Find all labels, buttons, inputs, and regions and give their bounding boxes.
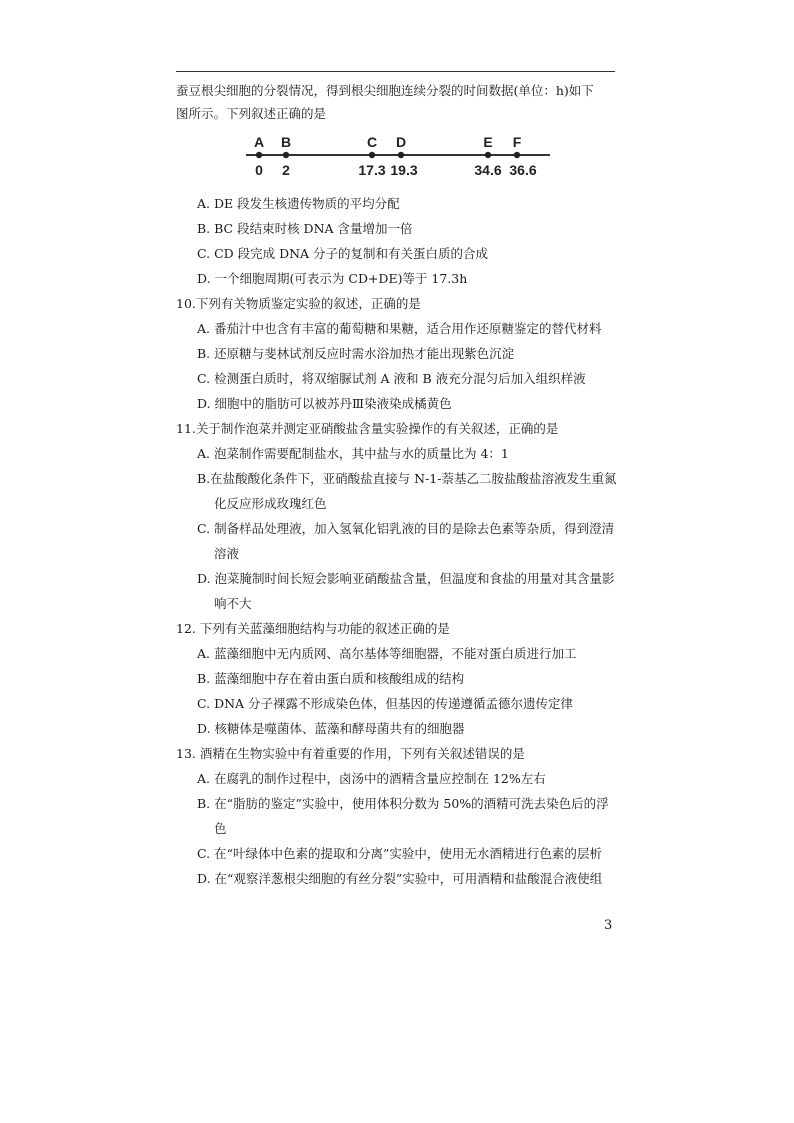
point-d-label: D — [395, 134, 407, 150]
q9-option-b: B. BC 段结束时核 DNA 含量增加一倍 — [197, 221, 413, 236]
q11-option-a: A. 泡菜制作需要配制盐水，其中盐与水的质量比为 4：1 — [197, 446, 509, 461]
q11-stem: 11.关于制作泡菜并测定亚硝酸盐含量实验操作的有关叙述，正确的是 — [176, 421, 559, 436]
q11-option-c-line1: C. 制备样品处理液，加入氢氧化铝乳液的目的是除去色素等杂质，得到澄清 — [197, 521, 615, 536]
point-c-value: 17.3 — [358, 162, 386, 178]
point-b-dot — [283, 152, 289, 158]
point-c-label: C — [366, 134, 378, 150]
page-number: 3 — [604, 918, 613, 933]
q10-stem: 10.下列有关物质鉴定实验的叙述，正确的是 — [176, 296, 421, 311]
q9-option-c: C. CD 段完成 DNA 分子的复制和有关蛋白质的合成 — [197, 246, 489, 261]
q9-option-a: A. DE 段发生核遗传物质的平均分配 — [197, 196, 400, 211]
q12-option-a: A. 蓝藻细胞中无内质网、高尔基体等细胞器，不能对蛋白质进行加工 — [197, 646, 577, 661]
point-e-dot — [485, 152, 491, 158]
q12-option-c: C. DNA 分子裸露不形成染色体，但基因的传递遵循孟德尔遗传定律 — [197, 696, 574, 711]
time-axis-diagram — [238, 132, 558, 182]
q11-option-d-line1: D. 泡菜腌制时间长短会影响亚硝酸盐含量，但温度和食盐的用量对其含量影 — [197, 571, 615, 586]
q12-stem: 12. 下列有关蓝藻细胞结构与功能的叙述正确的是 — [176, 621, 450, 636]
q11-option-c-line2: 溶液 — [214, 546, 240, 561]
point-b-label: B — [280, 134, 292, 150]
point-a-label: A — [253, 134, 265, 150]
q13-option-a: A. 在腐乳的制作过程中，卤汤中的酒精含量应控制在 12%左右 — [197, 771, 546, 786]
q9-option-d: D. 一个细胞周期(可表示为 CD+DE)等于 17.3h — [197, 271, 468, 286]
point-d-value: 19.3 — [390, 162, 418, 178]
point-d-dot — [398, 152, 404, 158]
header-rule — [176, 71, 615, 72]
q13-option-c: C. 在“叶绿体中色素的提取和分离”实验中，使用无水酒精进行色素的层析 — [197, 846, 602, 861]
q13-option-b-line2: 色 — [214, 821, 227, 836]
point-f-label: F — [512, 134, 522, 150]
q10-option-d: D. 细胞中的脂肪可以被苏丹Ⅲ染液染成橘黄色 — [197, 396, 452, 411]
q13-stem: 13. 酒精在生物实验中有着重要的作用，下列有关叙述错误的是 — [176, 746, 525, 761]
point-c-dot — [369, 152, 375, 158]
point-b-value: 2 — [282, 162, 290, 178]
point-f-value: 36.6 — [509, 162, 537, 178]
q13-option-d: D. 在“观察洋葱根尖细胞的有丝分裂”实验中，可用酒精和盐酸混合液使组 — [197, 871, 603, 886]
q10-option-b: B. 还原糖与斐林试剂反应时需水浴加热才能出现紫色沉淀 — [197, 346, 515, 361]
point-a-value: 0 — [255, 162, 263, 178]
q10-option-c: C. 检测蛋白质时，将双缩脲试剂 A 液和 B 液充分混匀后加入组织样液 — [197, 371, 586, 386]
intro-line-2: 图所示。下列叙述正确的是 — [176, 106, 327, 121]
point-f-dot — [514, 152, 520, 158]
point-e-value: 34.6 — [474, 162, 502, 178]
q12-option-b: B. 蓝藻细胞中存在着由蛋白质和核酸组成的结构 — [197, 671, 465, 686]
q13-option-b-line1: B. 在“脂肪的鉴定”实验中，使用体积分数为 50%的酒精可洗去染色后的浮 — [197, 796, 609, 811]
intro-line-1: 蚕豆根尖细胞的分裂情况，得到根尖细胞连续分裂的时间数据(单位：h)如下 — [176, 83, 594, 98]
q12-option-d: D. 核糖体是噬菌体、蓝藻和酵母菌共有的细胞器 — [197, 721, 465, 736]
q11-option-b-line1: B.在盐酸酸化条件下，亚硝酸盐直接与 N-1-萘基乙二胺盐酸盐溶液发生重氮 — [197, 471, 617, 486]
q10-option-a: A. 番茄汁中也含有丰富的葡萄糖和果糖，适合用作还原糖鉴定的替代材料 — [197, 321, 602, 336]
point-e-label: E — [483, 134, 493, 150]
q11-option-b-line2: 化反应形成玫瑰红色 — [214, 496, 327, 511]
point-a-dot — [256, 152, 262, 158]
q11-option-d-line2: 响不大 — [214, 596, 252, 611]
